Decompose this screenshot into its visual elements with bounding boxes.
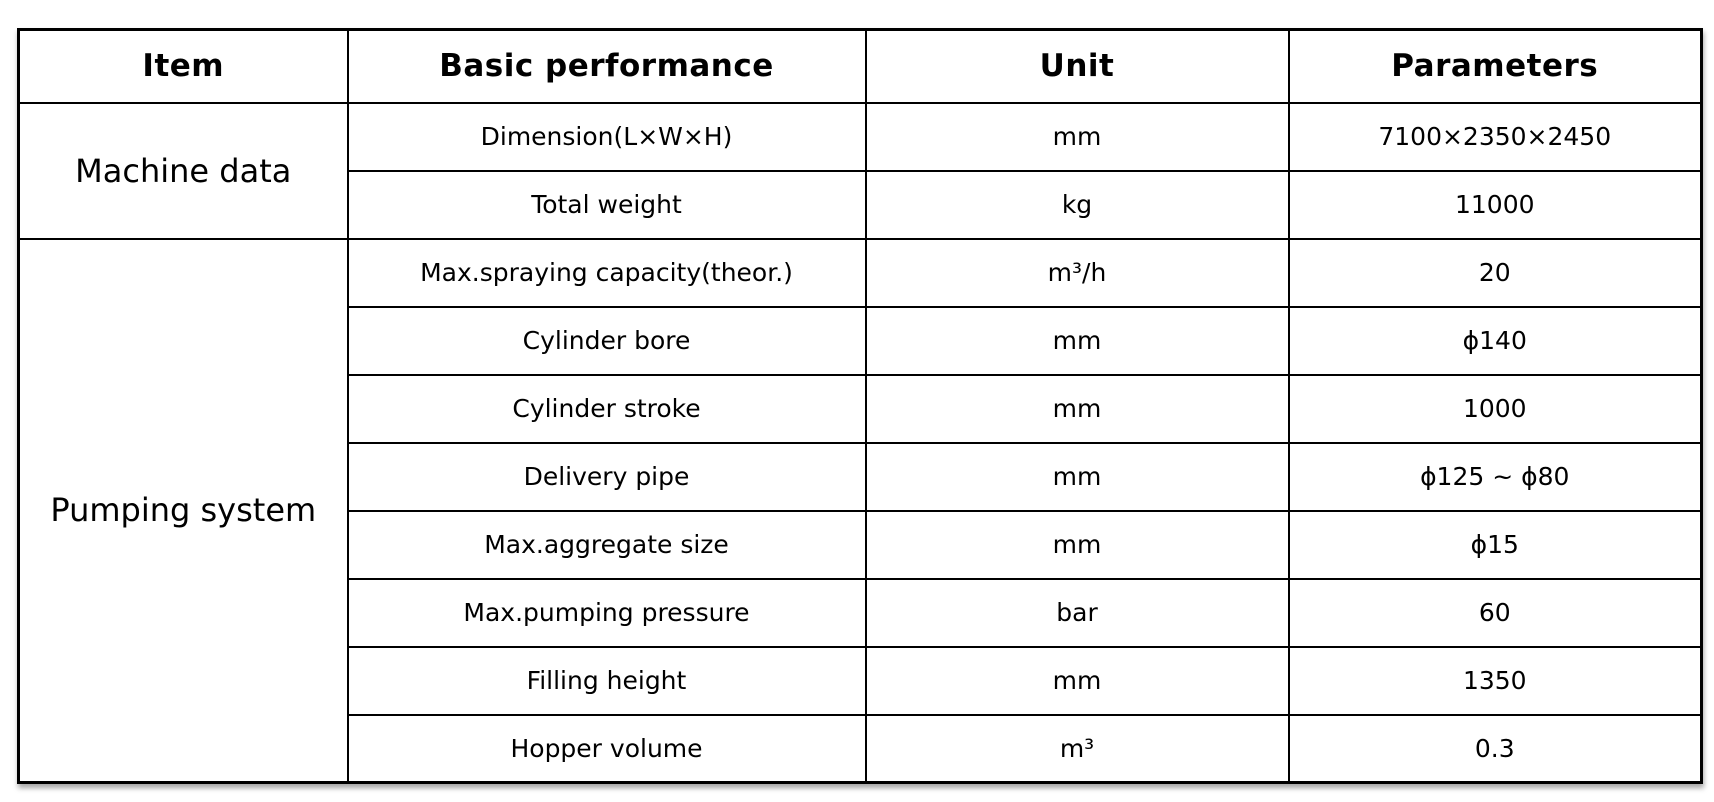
- spec-table: [17, 28, 1703, 784]
- column-header-performance: Basic performance: [348, 30, 866, 103]
- performance-cell: Max.spraying capacity(theor.): [348, 239, 866, 307]
- unit-cell: mm: [866, 375, 1289, 443]
- unit-cell: m³/h: [866, 239, 1289, 307]
- parameters-cell: 7100×2350×2450: [1289, 103, 1702, 171]
- column-header-unit: Unit: [866, 30, 1289, 103]
- parameters-cell: 11000: [1289, 171, 1702, 239]
- performance-cell: Cylinder stroke: [348, 375, 866, 443]
- parameters-cell: 1350: [1289, 647, 1702, 715]
- unit-cell: mm: [866, 647, 1289, 715]
- performance-cell: Total weight: [348, 171, 866, 239]
- performance-cell: Cylinder bore: [348, 307, 866, 375]
- table-row: [19, 103, 1702, 171]
- column-header-item: Item: [19, 30, 348, 103]
- group-cell-pumping-system: Pumping system: [19, 239, 348, 783]
- performance-cell: Max.aggregate size: [348, 511, 866, 579]
- parameters-cell: 0.3: [1289, 715, 1702, 783]
- column-header-parameters: Parameters: [1289, 30, 1702, 103]
- parameters-cell: 1000: [1289, 375, 1702, 443]
- table-row: [19, 239, 1702, 307]
- parameters-cell: ϕ15: [1289, 511, 1702, 579]
- group-cell-machine-data: Machine data: [19, 103, 348, 239]
- performance-cell: Delivery pipe: [348, 443, 866, 511]
- unit-cell: mm: [866, 307, 1289, 375]
- parameters-cell: 60: [1289, 579, 1702, 647]
- parameters-cell: ϕ125 ~ ϕ80: [1289, 443, 1702, 511]
- parameters-cell: 20: [1289, 239, 1702, 307]
- parameters-cell: ϕ140: [1289, 307, 1702, 375]
- unit-cell: mm: [866, 443, 1289, 511]
- performance-cell: Hopper volume: [348, 715, 866, 783]
- performance-cell: Dimension(L×W×H): [348, 103, 866, 171]
- performance-cell: Filling height: [348, 647, 866, 715]
- unit-cell: bar: [866, 579, 1289, 647]
- unit-cell: kg: [866, 171, 1289, 239]
- header-row: [19, 30, 1702, 103]
- unit-cell: mm: [866, 511, 1289, 579]
- performance-cell: Max.pumping pressure: [348, 579, 866, 647]
- unit-cell: m³: [866, 715, 1289, 783]
- unit-cell: mm: [866, 103, 1289, 171]
